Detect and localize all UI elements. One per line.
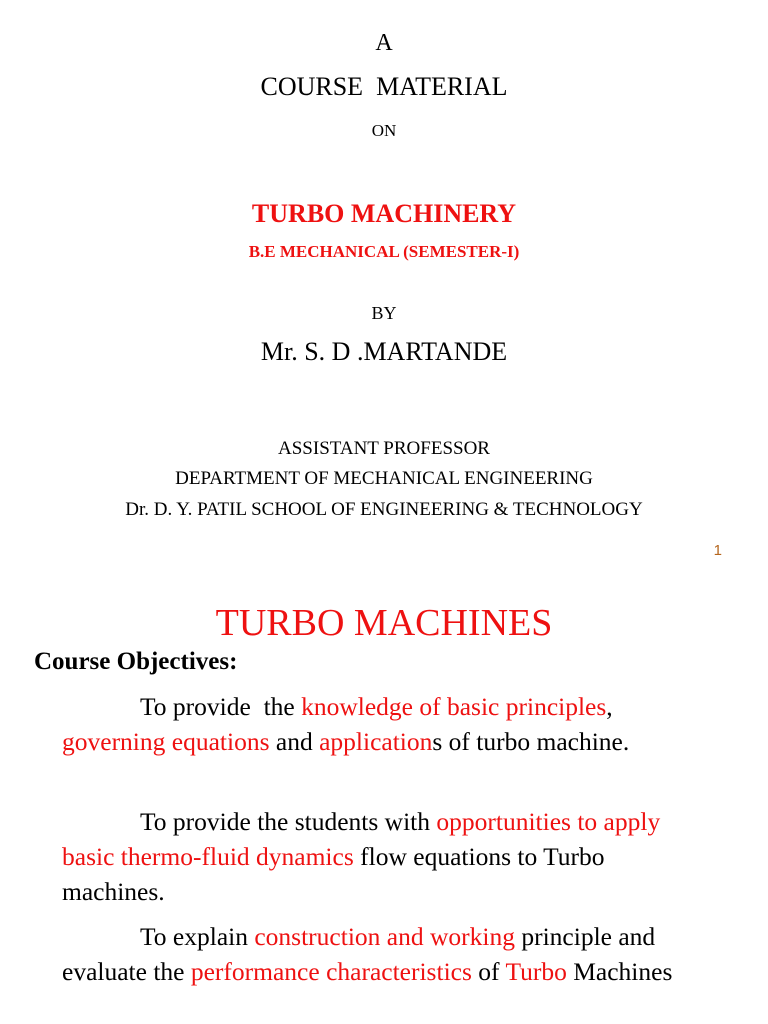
objective-3-text-4: Machines bbox=[566, 957, 673, 986]
objective-2-text-1: To provide the students with bbox=[140, 807, 437, 836]
objective-2-highlight-1: opportunities to apply basic thermo-fluid dynamics bbox=[62, 807, 661, 871]
objectives-heading: Course Objectives: bbox=[34, 648, 238, 675]
author-name: Mr. S. D .MARTANDE bbox=[260, 337, 508, 366]
page-number: 1 bbox=[713, 542, 722, 559]
objective-3-text-1: To explain bbox=[140, 922, 255, 951]
program-semester: B.E MECHANICAL (SEMESTER-I) bbox=[248, 242, 520, 261]
cover-line-a: A bbox=[375, 30, 393, 56]
cover-line-on: ON bbox=[371, 121, 397, 140]
objective-3-highlight-2: performance characteristics bbox=[190, 957, 472, 986]
objective-1-text-3: and bbox=[269, 727, 320, 756]
objective-1-text-2: , bbox=[606, 692, 613, 721]
objective-3-highlight-1: construction and working bbox=[254, 922, 515, 951]
objective-paragraph-3 bbox=[62, 919, 712, 989]
objective-1-highlight-1: knowledge of basic principles bbox=[301, 692, 607, 721]
objective-1-text-1: To provide the bbox=[140, 692, 302, 721]
objective-paragraph-1 bbox=[62, 689, 712, 759]
cover-line-by: BY bbox=[371, 303, 397, 323]
slide-title: TURBO MACHINES bbox=[215, 602, 553, 644]
objective-paragraph-2 bbox=[62, 804, 712, 909]
author-department: DEPARTMENT OF MECHANICAL ENGINEERING bbox=[175, 468, 593, 489]
author-institute: Dr. D. Y. PATIL SCHOOL OF ENGINEERING & TECHNOLOGY bbox=[125, 499, 643, 520]
subject-title: TURBO MACHINERY bbox=[251, 199, 517, 228]
objective-1-text-4: s of turbo machine. bbox=[432, 727, 630, 756]
author-designation: ASSISTANT PROFESSOR bbox=[278, 438, 490, 459]
objective-1-highlight-2: governing equations bbox=[62, 727, 270, 756]
objective-3-highlight-3: Turbo bbox=[505, 957, 567, 986]
cover-course-material: COURSE MATERIAL bbox=[260, 72, 508, 101]
objective-1-highlight-3: application bbox=[319, 727, 433, 756]
objective-3-text-3: of bbox=[471, 957, 506, 986]
objective-3-text-2: principle and evaluate the bbox=[62, 922, 656, 986]
objective-2-text-2: flow equations to Turbo machines. bbox=[62, 842, 605, 906]
